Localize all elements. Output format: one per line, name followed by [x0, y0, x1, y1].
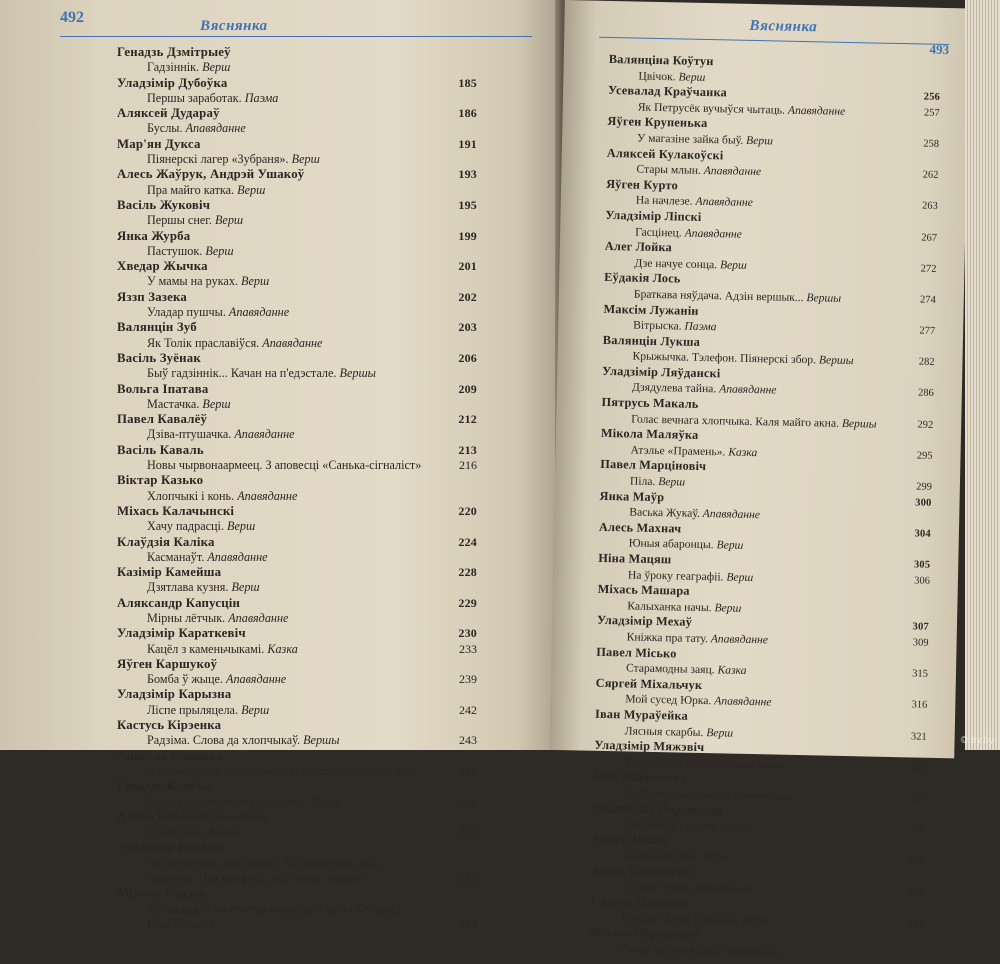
author-entry [117, 596, 477, 611]
page-ref: 267 [921, 232, 938, 244]
work-title: Старамодны заяц. [625, 661, 715, 677]
work-entry [117, 611, 477, 626]
author-name: Уладзімір Карызна [117, 687, 232, 702]
work-title: Першы снег. [147, 213, 212, 228]
author-name: Валянцін Зуб [117, 320, 197, 335]
author-name: Уладзімір Мехаў [596, 613, 693, 630]
author-entry [117, 473, 477, 488]
author-name: Максім Лужанін [603, 301, 699, 318]
left-page-number: 492 [60, 9, 84, 26]
work-entry [117, 856, 477, 871]
author-entry [117, 687, 477, 702]
work-title: Самая высокая гара. [620, 942, 721, 958]
page-ref: 306 [914, 575, 931, 587]
work-title: Дзятлава кузня. [147, 580, 229, 595]
left-running-title: Вяснянка [200, 18, 268, 34]
author-name: Уладзімір Мяжэвіч [594, 737, 705, 755]
work-title: Дзядулева тайна. [631, 380, 717, 396]
work-genre: Апавяданне [702, 507, 761, 522]
author-name: Ніна Мацяш [598, 550, 672, 567]
work-title: Калыханка начы. [627, 599, 712, 614]
author-name: Клаўдзія Каліка [117, 534, 215, 549]
work-genre: Верш [227, 519, 256, 534]
work-title: Адкажы, чаму загадкі маюць гэткія адгадкі. [147, 763, 375, 778]
author-entry [117, 320, 477, 335]
author-name: Уладзімір Корбан [117, 840, 222, 855]
work-entry [117, 519, 477, 534]
work-title: Сустрэча з маршалам. [623, 786, 734, 802]
work-genre: Верш [741, 913, 769, 928]
page-ref: 299 [916, 481, 932, 493]
work-entry [117, 91, 477, 106]
work-title: Уладар пушчы. [147, 305, 226, 320]
author-entry [117, 718, 477, 733]
author-name: Уладзімір Караткевіч [117, 626, 246, 641]
work-title: У мамы на руках. [147, 274, 238, 289]
work-genre: Верш [241, 702, 270, 717]
work-title: Мастачка. [147, 396, 200, 411]
work-title: Браткава няўдача. Адзін вершык... [633, 287, 804, 304]
work-genre: Паэма [684, 319, 717, 334]
work-genre: Апавяданне [719, 382, 777, 397]
work-title: Цвічок. [638, 69, 676, 83]
author-entry [117, 382, 477, 397]
page-ref: 209 [458, 381, 477, 396]
work-entry [117, 672, 477, 687]
work-title: Буслы. [147, 121, 183, 136]
work-genre: Казка [728, 445, 758, 459]
author-name: Васіль Жуковіч [117, 197, 211, 212]
right-page-header [599, 7, 950, 58]
work-title: Аб прафесіях, якія зніклі. Аб прафесіях, якія [147, 855, 379, 870]
page-ref: 258 [923, 138, 940, 150]
work-genre: Верш [678, 69, 706, 84]
work-genre: Вершы [806, 291, 842, 305]
page-ref: 328 [909, 793, 926, 805]
page-ref: 272 [920, 263, 937, 275]
work-title: Хачу падрасці. [147, 519, 224, 534]
work-entry [117, 825, 477, 840]
work-title: Вожык і Белы Гарошак. [620, 911, 739, 927]
work-genre: Верш [205, 243, 234, 258]
author-name: Іван Навуменка [593, 769, 687, 786]
work-entry [117, 764, 477, 779]
author-entry [117, 810, 477, 825]
work-title: Кніжка пра тату. [626, 630, 709, 646]
author-entry [117, 137, 477, 152]
author-name: Валянціна Коўтун [608, 51, 714, 69]
author-name: Уладзімір Ліпскі [605, 207, 702, 224]
work-genre: Апавяданне [684, 226, 743, 241]
work-title: У магазіне зайка быў. [636, 131, 744, 147]
author-name: Вольга Іпатава [117, 381, 209, 396]
author-name: Пятрусь Макаль [601, 394, 699, 411]
page-ref: 315 [912, 668, 929, 680]
author-name: Алесь Жаўрук, Андрэй Ушакоў [117, 167, 305, 182]
work-title: Добрае слова. [621, 879, 691, 895]
author-entry [117, 565, 477, 580]
work-title: Касачы-вусачы. [621, 848, 700, 864]
watermark: © ay.by [960, 735, 994, 746]
page-ref: 316 [911, 699, 928, 712]
work-genre: Казка [717, 663, 747, 678]
work-entry [117, 305, 477, 320]
work-title: зніпкуць. Пра прафесіі, якіх няма. [147, 871, 324, 886]
work-title: Вітрыска. [633, 318, 682, 333]
author-entry [117, 886, 477, 901]
work-title: На начлезе. [635, 193, 693, 209]
page-ref: 230 [458, 626, 477, 641]
work-title: Васька Жукаў. [629, 505, 700, 521]
author-name: Міхась Машара [597, 582, 690, 598]
page-ref: 233 [459, 641, 477, 656]
author-name: Генадзь Кляўко [117, 779, 212, 794]
author-name: Міхась Парахневіч [590, 924, 701, 942]
work-title: Піла. [629, 474, 656, 489]
work-entry [117, 366, 477, 381]
work-entry [117, 213, 477, 228]
author-name: Алесь Пальчэўскі [591, 862, 695, 879]
work-title: Кацёл з каменьчыкамі. [147, 641, 265, 656]
work-title: Касманаўт. [147, 549, 205, 564]
work-genre: Паэма [244, 90, 279, 105]
work-entry [117, 550, 477, 565]
work-title: Крыжычка. Тэлефон. Піянерскі збор. [632, 349, 817, 367]
page-ref: 325 [910, 762, 927, 774]
author-entry [117, 626, 477, 641]
work-genre: Апавяданне [228, 305, 290, 320]
work-title: Новы чырвонаармеец. З аповесці «Санька-сігналіст» [147, 458, 422, 473]
author-name: Яўген Крупенька [607, 114, 708, 131]
page-ref: 216 [459, 458, 477, 473]
work-entry [117, 458, 477, 473]
work-genre: Верш [658, 475, 686, 489]
work-title: Гадзіннік. [147, 60, 200, 75]
author-entry [117, 749, 477, 764]
work-genre: Верш [231, 580, 260, 595]
author-name: Хведар Жычка [117, 259, 208, 274]
page-ref: 193 [458, 167, 477, 182]
page-ref: 282 [918, 356, 935, 369]
page-ref: 195 [458, 197, 477, 212]
page-ref: 252 [459, 871, 477, 886]
author-name: Валянцін Лукша [602, 332, 701, 349]
page-ref: 224 [458, 534, 477, 549]
right-running-title: Вяснянка [749, 17, 818, 36]
work-title: Кропелька. [147, 825, 206, 840]
page-ref: 202 [458, 289, 477, 304]
page-ref: 213 [458, 442, 477, 457]
work-title: Тэлеграфіст Леніна. [623, 755, 724, 771]
work-genre: Апавяданне [735, 788, 794, 803]
work-title: Як Толік праславіўся. [147, 335, 260, 350]
page-ref: 295 [916, 450, 933, 462]
author-name: Уладзімір Ляўданскі [602, 363, 721, 381]
page-ref: 304 [914, 528, 932, 540]
work-entry [117, 244, 477, 259]
author-name: Міхась Калачынскі [117, 503, 235, 518]
page-ref: 333 [906, 918, 923, 930]
page-edges [965, 0, 1000, 750]
work-title: Мой сусед Юрка. [625, 692, 712, 708]
author-name: Казімір Камейша [117, 565, 222, 580]
work-genre: Апавяданне [237, 488, 298, 503]
work-entry [117, 871, 477, 886]
work-title: На ўроку геаграфіі. [627, 568, 724, 584]
author-name: Еўдакія Лось [604, 270, 681, 286]
work-genre: Верш [202, 60, 231, 75]
author-name: Павел Місько [596, 644, 677, 661]
work-genre: Казка [267, 641, 298, 656]
page-ref: 257 [923, 107, 940, 119]
author-entry [117, 229, 477, 244]
page-ref: 191 [458, 136, 477, 151]
author-name: Рыгор Нехай [592, 831, 668, 848]
page-ref: 292 [917, 419, 934, 431]
page-ref: 229 [458, 595, 477, 610]
work-genre: Вершы [303, 733, 340, 748]
page-ref: 277 [919, 325, 936, 337]
work-genre: Апавяданне [234, 427, 295, 442]
work-title: Голас вечнага хлопчыка. Каля майго акна. [631, 412, 840, 430]
work-entry [117, 642, 477, 657]
work-title: Быў гадзіннік... Качан на п'едэстале. [147, 366, 337, 381]
work-title: Гасцінец. [635, 225, 682, 240]
author-entry [117, 76, 477, 91]
author-name: Павел Марціновіч [600, 457, 707, 474]
page-ref: 321 [910, 730, 927, 743]
page-ref: 201 [458, 259, 477, 274]
author-entry [117, 504, 477, 519]
work-entry [117, 121, 477, 136]
work-genre: Верш [291, 152, 320, 167]
work-genre: Апавяданне [787, 103, 846, 118]
author-name: Кастусь Кірэенка [117, 718, 222, 733]
page-ref: 286 [917, 387, 934, 400]
page-ref: 186 [458, 106, 477, 121]
author-name: Яўген Каршукоў [117, 656, 218, 671]
work-genre: Апавяданне [695, 195, 753, 210]
page-ref: 220 [458, 503, 477, 518]
author-name: Віктар Казько [117, 473, 204, 488]
author-name: Алена Кобец-Філімонава [117, 809, 267, 824]
work-title: Першы заработак. [147, 90, 242, 105]
page-ref: 199 [458, 228, 477, 243]
work-genre: Верш [214, 213, 244, 228]
work-genre: Апавяданне [185, 121, 246, 136]
author-entry [117, 657, 477, 672]
page-ref: 251 [459, 825, 477, 840]
author-name: Павел Кавалёў [117, 412, 208, 427]
page-ref: 239 [459, 672, 477, 687]
author-entry [117, 259, 477, 274]
work-genre: Вершы [841, 416, 877, 431]
work-genre: Верш [719, 258, 747, 272]
work-entry [117, 733, 477, 748]
page-ref: 263 [921, 200, 938, 213]
work-title: Стары млын. [636, 162, 702, 178]
page-ref: 300 [915, 497, 932, 509]
page-ref: 203 [458, 320, 477, 335]
work-entry [117, 703, 477, 718]
author-entry [117, 290, 477, 305]
author-name: Яззп Зазека [117, 289, 188, 304]
work-genre: Верш [202, 396, 231, 411]
work-genre: Апавяданне [714, 694, 772, 709]
author-entry [117, 535, 477, 550]
work-entry [117, 274, 477, 289]
work-genre: Вершы [326, 871, 364, 886]
author-name: Уладзімір Дубоўка [117, 75, 228, 90]
work-title: Атэлье «Прамень». [630, 443, 726, 459]
work-genre: Казка [208, 825, 239, 840]
left-contents-list [0, 45, 562, 932]
work-genre: Апавяданне [723, 944, 781, 959]
page-ref: 309 [912, 637, 929, 649]
work-genre: Верш [237, 182, 266, 197]
work-genre: Апавяданне [226, 672, 287, 687]
page-ref: 242 [459, 702, 477, 717]
work-entry [117, 183, 477, 198]
author-name: Уладзіслаў Нядзведскі [592, 800, 723, 817]
author-name: Яўген Курто [606, 176, 679, 193]
author-entry [117, 840, 477, 855]
work-genre: Апавяданне [228, 610, 289, 625]
author-name: Мар'ян Дукса [117, 136, 201, 151]
page-ref: 228 [458, 565, 477, 580]
work-genre: Вершы [339, 366, 376, 381]
work-genre: Апавяданне [703, 164, 762, 179]
author-entry [117, 106, 477, 121]
page-ref: 332 [907, 886, 924, 899]
work-genre: Верш [716, 538, 744, 553]
author-entry [117, 198, 477, 213]
page-ref: 212 [458, 412, 477, 427]
work-title: Радзіма. Слова да хлопчыкаў. [147, 733, 301, 748]
right-page-number: 493 [929, 41, 950, 58]
work-title: Пастушок. [147, 243, 203, 258]
author-entry [117, 779, 477, 794]
author-name: Сяргей Міхальчук [595, 675, 703, 692]
work-genre: Вершы [818, 353, 854, 368]
work-genre: Верш [723, 819, 751, 834]
work-genre: Апавяданне [262, 335, 323, 350]
page-ref: 329 [908, 824, 925, 836]
page-ref: 254 [459, 916, 477, 931]
author-entry [117, 45, 477, 60]
work-entry [117, 917, 477, 932]
work-entry [117, 152, 477, 167]
work-genre: Верш [714, 601, 742, 615]
author-name: Генадзь Дзмітрыеў [117, 45, 231, 59]
work-title: Бомба ў жыце. [147, 672, 223, 687]
work-genre: Апавяданне [710, 632, 769, 647]
page-ref: 256 [923, 91, 941, 104]
work-entry [117, 60, 477, 75]
work-title: Яблынька. З маленства народнага паэта Беларусі [147, 901, 401, 916]
work-genre: Верш [745, 133, 774, 148]
page-ref: 243 [459, 733, 477, 748]
work-title: Лясныя скарбы. [624, 723, 704, 739]
work-entry [117, 580, 477, 595]
work-entry [117, 902, 477, 917]
right-contents-list [545, 51, 969, 964]
author-name: Васіль Каваль [117, 442, 204, 457]
author-name: Анатоль Клышка [117, 748, 223, 763]
author-name: Сяргей Панізнік [590, 893, 687, 910]
author-entry [117, 351, 477, 366]
author-name: Аляксандр Капусцін [117, 595, 241, 610]
page-ref: 262 [922, 169, 939, 182]
work-title: Пра майго катка. [147, 182, 235, 197]
work-genre: Верш [241, 274, 270, 289]
work-genre: Апавяданне [725, 757, 784, 772]
author-name: Мікола Маляўка [600, 426, 699, 443]
author-name: Алег Лойка [604, 239, 673, 255]
work-title: Піянерскі лагер «Зубраня». [147, 152, 289, 167]
left-page-header [60, 6, 532, 37]
page-ref: 246 [459, 763, 477, 778]
work-entry [117, 336, 477, 351]
author-entry [117, 167, 477, 182]
work-genre: Верш [706, 725, 734, 740]
author-name: Іван Мураўейка [594, 706, 689, 723]
work-title: Сто братоў і сястёр. [622, 817, 721, 833]
page-ref: 330 [908, 855, 925, 867]
work-title: Мірны лётчык. [147, 610, 226, 625]
author-name: Аляксей Кулакоўскі [606, 145, 724, 162]
work-genre: Загадкі [377, 763, 417, 778]
work-title: Дзіва-птушачка. [147, 427, 232, 442]
page-ref: 185 [458, 75, 477, 90]
right-page [549, 0, 970, 959]
work-entry [117, 427, 477, 442]
work-genre: Апавяданне [207, 549, 268, 564]
work-title: Як Петрусёк вучыўся чытаць. [637, 100, 786, 117]
work-title: Дзе начуе сонца. [634, 256, 718, 271]
page-ref: 206 [458, 350, 477, 365]
work-title: Балада пра чырвоны гальштук. [147, 794, 309, 809]
page-ref: 307 [912, 621, 930, 634]
author-name: Усевалад Краўчанка [607, 83, 728, 100]
work-title: Ліспе прыляцела. [147, 702, 239, 717]
work-genre: Верш [702, 850, 730, 864]
work-genre: Верш [311, 794, 340, 809]
work-title: Хлопчыкі і конь. [147, 488, 235, 503]
author-name: Алесь Махнач [598, 519, 682, 536]
work-title: Юныя абаронцы. [628, 536, 714, 552]
work-entry [117, 397, 477, 412]
author-name: Аляксей Дудараў [117, 106, 220, 121]
work-entry [117, 489, 477, 504]
work-entry [117, 795, 477, 810]
author-entry [117, 443, 477, 458]
author-name: Янка Журба [117, 228, 191, 243]
author-entry [117, 412, 477, 427]
page-ref: 248 [459, 794, 477, 809]
work-genre: Апавяданне [692, 881, 751, 896]
page-ref: 305 [913, 559, 931, 571]
page-ref: 274 [919, 294, 936, 306]
author-name: Мікола Корзун [117, 886, 207, 901]
work-title: Янкі Купалы [147, 916, 214, 931]
author-name: Васіль Зуёнак [117, 350, 201, 365]
author-name: Янка Маўр [599, 488, 665, 504]
work-genre: Верш [726, 570, 754, 584]
